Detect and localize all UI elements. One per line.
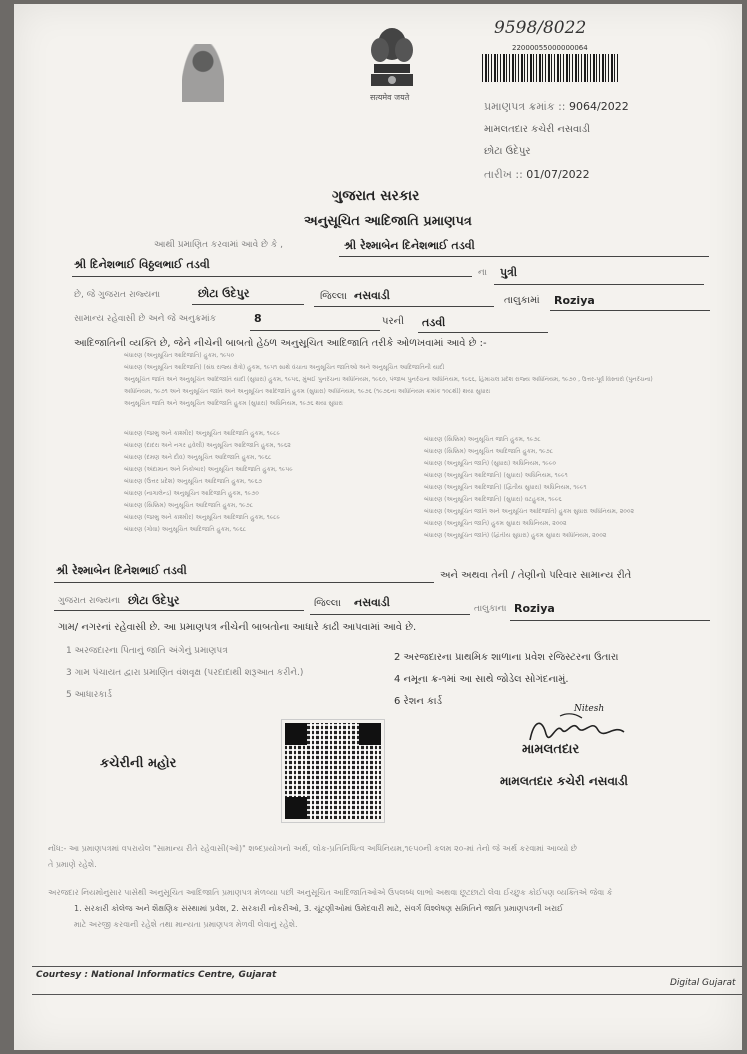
family-name: શ્રી રેશ્માબેન દિનેશભાઈ તડવી — [56, 564, 187, 577]
taluka-label: તાલુકામાં — [504, 295, 540, 306]
order-left: બંધારણ (દમણ અને દીવ) અનુસૂચિત આદિજાતિ હુકમ, ૧૯૬૮ — [124, 454, 272, 461]
order-left: બંધારણ (અંદામાન અને નિકોબાર) અનુસૂચિત આદિજાતિ હુકમ, ૧૯૫૯ — [124, 466, 293, 473]
signatory-office: મામલતદાર કચેરી નસવાડી — [500, 774, 628, 788]
basis-item: 2 અરજદારના પ્રાથમિક શાળાના પ્રવેશ રજિસ્ટરના ઉતારા — [394, 652, 619, 663]
issue-date — [484, 168, 590, 182]
order-right: બંધારણ (અનુસૂચિત આદિજાતિ) (દ્વિતીય સુધારા) અધિનિયમ, ૧૯૯૧ — [424, 484, 587, 491]
note-line: તે પ્રમાણે રહેશે. — [48, 860, 97, 869]
taluka-value: નસવાડી — [354, 289, 390, 302]
order-line: અનુસૂચિત જાતિ અને અનુસૂચિત આદિજાતિ હુકમ (સુધારા) અધિનિયમ, ૧૯૭૬ થયા સુધારા — [124, 400, 343, 407]
applicant-name: શ્રી રેશ્માબેન દિનેશભાઈ તડવી — [344, 239, 475, 252]
order-line: બંધારણ (અનુસૂચિત આદિજાતિ) (સંઘ રાજ્ય ક્ષેત્રો) હુકમ, ૧૯૫૧ સાથે વંચાતા અનુસૂચિત જાતિઓ અને અનુસૂચિત આદિજાતિની યાદી — [124, 364, 445, 371]
order-right: બંધારણ (સિક્કિમ) અનુસૂચિત જાતિ હુકમ, ૧૯૭૮ — [424, 436, 541, 443]
order-line: બંધારણ (અનુસૂચિત આદિજાતિ) હુકમ, ૧૯૫૦ — [124, 352, 235, 359]
issue-date-value: 01/07/2022 — [526, 168, 590, 181]
emblem-caption: सत्यमेव जयते — [370, 93, 410, 102]
note-line: 1. સરકારી કોલેજ અને શૈક્ષણિક સંસ્થામાં પ્રવેશ, 2. સરકારી નોકરીઓ, 3. ચૂંટણીઓમાં ઉમેદવારી માટે, સંવર્ગ વિશ્લેષણ સમિતિને જાતિ પ્રમાણપત્રની ખરાઈ — [74, 904, 564, 913]
order-left: બંધારણ (સિક્કિમ) અનુસૂચિત આદિજાતિ હુકમ, ૧૯૭૮ — [124, 502, 254, 509]
order-left: બંધારણ (જમ્મુ અને કાશ્મીર) અનુસૂચિત આદિજાતિ હુકમ, ૧૯૮૯ — [124, 430, 281, 437]
father-name: શ્રી દિનેશભાઈ વિઠ્ઠલભાઈ તડવી — [74, 258, 210, 271]
district-label: જિલ્લા — [320, 291, 347, 302]
order-right: બંધારણ (અનુસૂચિત જાતિ અને અનુસૂચિત આદિજાતિ) હુકમ સુધારા અધિનિયમ, ૨૦૦૨ — [424, 508, 634, 515]
basis-text: ગામ/ નગરનાં રહેવાસી છે. આ પ્રમાણપત્ર નીચેની બાબતોના આધારે કાઢી આપવામાં આવે છે. — [58, 622, 417, 633]
order-line: અનુસૂચિત જાતિ અને અનુસૂચિત આદિજાતિ યાદી (સુધારા) હુકમ, ૧૯૫૬, મુંબઈ પુનર્રચના અધિનિયમ, ૧૯૬૦, પંજાબ પુનર્રચના અધિનિયમ, ૧૯૬૬, હિમાચલ પ્રદેશ રાજ્ય અધિનિયમ, ૧૯૭૦ , ઉત્તર-પૂર્વ વિસ્તારો (પુનર્રચના) — [124, 376, 653, 383]
order-left: બંધારણ (દાદરા અને નગર હવેલી) અનુસૂચિત આદિજાતિ હુકમ, ૧૯૬૨ — [124, 442, 291, 449]
footer-courtesy: Courtesy : National Informatics Centre, Gujarat — [36, 970, 277, 980]
barcode — [482, 54, 620, 82]
tribe-line: આદિજાતિની વ્યક્તિ છે, જેને નીચેની બાબતો હેઠળ અનુસૂચિત આદિજાતિ તરીકે ઓળખવામાં આવે છે :- — [74, 338, 487, 349]
qr-code — [282, 720, 384, 822]
barcode-number: 22000055000000064 — [512, 44, 588, 52]
order-right: બંધારણ (અનુસૂચિત આદિજાતિ) (સુધારા) વટહુકમ, ૧૯૯૬ — [424, 496, 562, 503]
order-left: બંધારણ (નાગાલેન્ડ) અનુસૂચિત આદિજાતિ હુકમ, ૧૯૭૦ — [124, 490, 259, 497]
certificate-number-value: 9064/2022 — [569, 100, 629, 113]
basis-item: 1 અરજદારના પિતાનું જાતિ અંગેનું પ્રમાણપત્ર — [66, 646, 228, 656]
order-right: બંધારણ (અનુસૂચિત જાતિ) (સુધારા) અધિનિયમ, ૧૯૯૦ — [424, 460, 556, 467]
office-seal-label: કચેરીની મહોર — [100, 756, 177, 771]
basis-item: 6 રેશન કાર્ડ — [394, 696, 443, 707]
certificate-number-label: પ્રમાણપત્ર ક્રમાંક :: — [484, 100, 566, 113]
note-line: માટે અરજી કરવાની રહેશે તથા માન્યતા પ્રમાણપત્ર મેળવી લેવાનું રહેશે. — [74, 920, 298, 929]
government-title: ગુજરાત સરકાર — [332, 188, 420, 204]
applicant-photo — [182, 44, 224, 102]
office-name: મામલતદાર કચેરી નસવાડી — [484, 124, 590, 135]
certify-text: આથી પ્રમાણિત કરવામાં આવે છે કે , — [154, 240, 283, 250]
family-state-label: ગુજરાત રાજ્યના — [58, 596, 121, 606]
order-left: બંધારણ (જમ્મુ અને કાશ્મીર) અનુસૂચિત આદિજાતિ હુકમ, ૧૯૮૯ — [124, 514, 281, 521]
signatory-title: મામલતદાર — [522, 742, 580, 757]
basis-item: 5 આધારકાર્ડ — [66, 690, 112, 700]
order-right: બંધારણ (અનુસૂચિત જાતિ) (દ્વિતીય સુધારા) હુકમ સુધારા અધિનિયમ, ૨૦૦૨ — [424, 532, 607, 539]
order-right: બંધારણ (અનુસૂચિત આદિજાતિ) (સુધારા) અધિનિયમ, ૧૯૯૧ — [424, 472, 568, 479]
family-text: અને અથવા તેની / તેણીનો પરિવાર સામાન્ય રીતે — [440, 570, 632, 581]
page-label: પરની — [382, 316, 404, 327]
signature-handwriting: Nitesh — [574, 704, 605, 714]
order-right: બંધારણ (સિક્કિમ) અનુસૂચિત આદિજાતિ હુકમ, ૧૯૭૮ — [424, 448, 554, 455]
relation-label: ના — [478, 268, 487, 278]
order-line: અધિનિયમ, ૧૯૭૧ અને અનુસૂચિત જાતિ અને અનુસૂચિત આદિજાતિ હુકમ (સુધારા) અધિનિયમ, ૧૯૭૬ (૧૯૭૬ના અધિનિયમ ક્રમાંક ૧૦૮થી) થયા સુધારા — [124, 388, 491, 395]
district-name: છોટા ઉદેપુર — [484, 146, 531, 157]
certificate-number — [484, 100, 629, 114]
order-left: બંધારણ (ઉત્તર પ્રદેશ) અનુસૂચિત આદિજાતિ હુકમ, ૧૯૬૭ — [124, 478, 262, 485]
certificate-title: અનુસૂચિત આદિજાતિ પ્રમાણપત્ર — [304, 214, 472, 229]
basis-item: 3 ગામ પંચાયત દ્વારા પ્રમાણિત વંશવૃક્ષ (પરદાદાથી શરૂઆત કરીને.) — [66, 668, 304, 678]
state-label: છે, જે ગુજરાત રાજ્યના — [74, 290, 161, 300]
family-taluka-label: તાલુકાના — [474, 604, 507, 614]
family-district-label: જિલ્લા — [314, 598, 341, 609]
order-left: બંધારણ (ગોવા) અનુસૂચિત આદિજાતિ હુકમ, ૧૯૬૮ — [124, 526, 247, 533]
family-district: છોટા ઉદેપુર — [128, 594, 180, 607]
footer-digital-gujarat: Digital Gujarat — [670, 978, 736, 988]
basis-item: 4 નમૂના ક્ર-૧માં આ સાથે જોડેલ સોગંદનામું. — [394, 674, 569, 685]
note-line: અરજદાર નિયમોનુસાર પાસેથી અનુસૂચિત આદિજાતિ પ્રમાણપત્ર મેળવ્યા પછી અનુસૂચિત આદિજાતિઓએ ઉપલબ્ધ લાભો અથવા છૂટછાટો લેવા ઈચ્છુક કોઈપણ વ્યક્તિએ જેવા કે — [48, 888, 613, 897]
issue-date-label: તારીખ :: — [484, 168, 523, 181]
family-village: Roziya — [514, 602, 555, 615]
order-right: બંધારણ (અનુસૂચિત જાતિ) હુકમ સુધારા અધિનિયમ, ૨૦૦૨ — [424, 520, 567, 527]
certificate-page — [14, 4, 742, 1050]
handwritten-number: 9598/8022 — [494, 18, 587, 38]
village-value: Roziya — [554, 294, 595, 307]
relation-value: પુત્રી — [500, 266, 518, 279]
family-taluka: નસવાડી — [354, 596, 390, 609]
tribe-value: તડવી — [422, 316, 446, 329]
district-value: છોટા ઉદેપુર — [198, 287, 250, 300]
note-line: નોંધ:- આ પ્રમાણપત્રમાં વપરાયેલ "સામાન્ય રીતે રહેવાસી(ઓ)" શબ્દપ્રયોગનો અર્થ, લોક-પ્રતિનિધિત્વ અધિનિયમ,૧૯૫૦ની કલમ ૨૦-માં તેનો જે અર્થ કરવામાં આવ્યો છે — [48, 844, 577, 853]
resident-label: સામાન્ય રહેવાસી છે અને જે અનુક્રમાંક — [74, 314, 217, 324]
serial-number: 8 — [254, 312, 262, 325]
